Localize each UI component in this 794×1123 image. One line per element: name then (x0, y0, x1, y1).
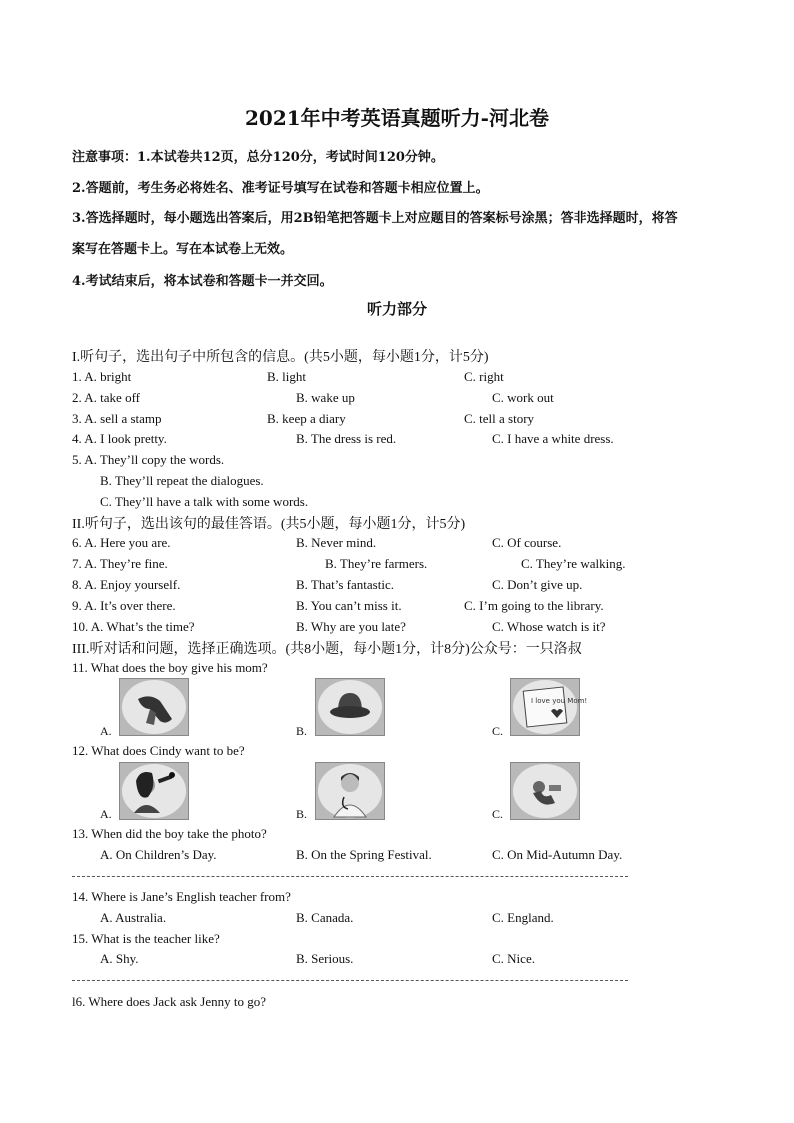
divider-dashed-1 (72, 876, 628, 877)
q13-option-a: A. On Children’s Day. (100, 847, 217, 862)
page-title: 2021年中考英语真题听力-河北卷 (245, 106, 549, 130)
q12-label-b: B. (296, 807, 308, 821)
q7-option-c: C. They’re walking. (521, 556, 626, 571)
part3-heading: III.听对话和问题，选择正确选项。(共8小题，每小题1分，计8分)公众号：一只洛叔 (72, 642, 582, 657)
q8-option-a: 8. A. Enjoy yourself. (72, 577, 181, 592)
q8-option-c: C. Don’t give up. (492, 577, 583, 592)
doctor-icon (316, 763, 384, 819)
q9-option-b: B. You can’t miss it. (296, 598, 402, 613)
q4-option-c: C. I have a white dress. (492, 431, 614, 446)
note-line-3: 3.答选择题时，每小题选出答案后，用2B铅笔把答题卡上对应题目的答案标号涂黑；答非选择题时，将答 (72, 211, 678, 226)
card-icon (511, 679, 588, 735)
q1-option-c: C. right (464, 369, 504, 384)
q9-option-c: C. I’m going to the library. (464, 598, 604, 613)
singer-icon (120, 763, 188, 819)
note-line-1: 注意事项：1.本试卷共12页，总分120分，考试时间120分钟。 (72, 150, 444, 165)
q7-option-b: B. They’re farmers. (325, 556, 428, 571)
q13-option-b: B. On the Spring Festival. (296, 847, 432, 862)
q10-option-a: 10. A. What’s the time? (72, 619, 195, 634)
q2-option-c: C. work out (492, 390, 554, 405)
q11-image-c-card (510, 678, 588, 736)
q5-option-c: C. They’ll have a talk with some words. (100, 494, 309, 509)
q11-label-c: C. (492, 724, 504, 738)
q11-label-b: B. (296, 724, 308, 738)
q10-option-b: B. Why are you late? (296, 619, 406, 634)
note-line-5: 4.考试结束后，将本试卷和答题卡一并交回。 (72, 274, 333, 289)
q12-image-a-singer (119, 762, 189, 820)
q15-option-b: B. Serious. (296, 951, 354, 966)
q5-option-a: 5. A. They’ll copy the words. (72, 452, 225, 467)
q15-question: 15. What is the teacher like? (72, 931, 220, 946)
worker-icon (511, 763, 579, 819)
q6-option-c: C. Of course. (492, 535, 562, 550)
q5-option-b: B. They’ll repeat the dialogues. (100, 473, 264, 488)
scarf-icon (120, 679, 188, 735)
q9-option-a: 9. A. It’s over there. (72, 598, 176, 613)
q13-question: 13. When did the boy take the photo? (72, 826, 267, 841)
note-line-4: 案写在答题卡上。写在本试卷上无效。 (72, 242, 294, 257)
q11-image-a-scarf (119, 678, 189, 736)
q15-option-a: A. Shy. (100, 951, 139, 966)
q3-option-c: C. tell a story (464, 411, 535, 426)
q6-option-b: B. Never mind. (296, 535, 377, 550)
q12-label-c: C. (492, 807, 504, 821)
q11-label-a: A. (100, 724, 112, 738)
q12-image-b-doctor (315, 762, 385, 820)
q6-option-a: 6. A. Here you are. (72, 535, 171, 550)
q10-option-c: C. Whose watch is it? (492, 619, 606, 634)
note-line-2: 2.答题前，考生务必将姓名、准考证号填写在试卷和答题卡相应位置上。 (72, 181, 489, 196)
divider-dashed-2 (72, 980, 628, 981)
q12-image-c-worker (510, 762, 580, 820)
q14-option-a: A. Australia. (100, 910, 167, 925)
q7-option-a: 7. A. They’re fine. (72, 556, 168, 571)
q14-question: 14. Where is Jane’s English teacher from? (72, 889, 291, 904)
q13-option-c: C. On Mid-Autumn Day. (492, 847, 623, 862)
card-text: I love you Mom! (531, 697, 588, 705)
q3-option-b: B. keep a diary (267, 411, 346, 426)
q12-label-a: A. (100, 807, 112, 821)
q2-option-a: 2. A. take off (72, 390, 140, 405)
q16-question: l6. Where does Jack ask Jenny to go? (72, 994, 266, 1009)
q2-option-b: B. wake up (296, 390, 355, 405)
q4-option-a: 4. A. I look pretty. (72, 431, 167, 446)
q14-option-b: B. Canada. (296, 910, 354, 925)
part2-heading: II.听句子，选出该句的最佳答语。(共5小题，每小题1分，计5分) (72, 517, 466, 532)
q14-option-c: C. England. (492, 910, 554, 925)
hat-icon (316, 679, 384, 735)
q1-option-a: 1. A. bright (72, 369, 132, 384)
q15-option-c: C. Nice. (492, 951, 535, 966)
q1-option-b: B. light (267, 369, 307, 384)
section-title: 听力部分 (366, 300, 427, 318)
part1-heading: I.听句子，选出句子中所包含的信息。(共5小题，每小题1分，计5分) (72, 350, 489, 365)
q4-option-b: B. The dress is red. (296, 431, 397, 446)
q12-question: 12. What does Cindy want to be? (72, 743, 245, 758)
q11-image-b-hat (315, 678, 385, 736)
q11-question: 11. What does the boy give his mom? (72, 660, 268, 675)
q3-option-a: 3. A. sell a stamp (72, 411, 162, 426)
q8-option-b: B. That’s fantastic. (296, 577, 394, 592)
